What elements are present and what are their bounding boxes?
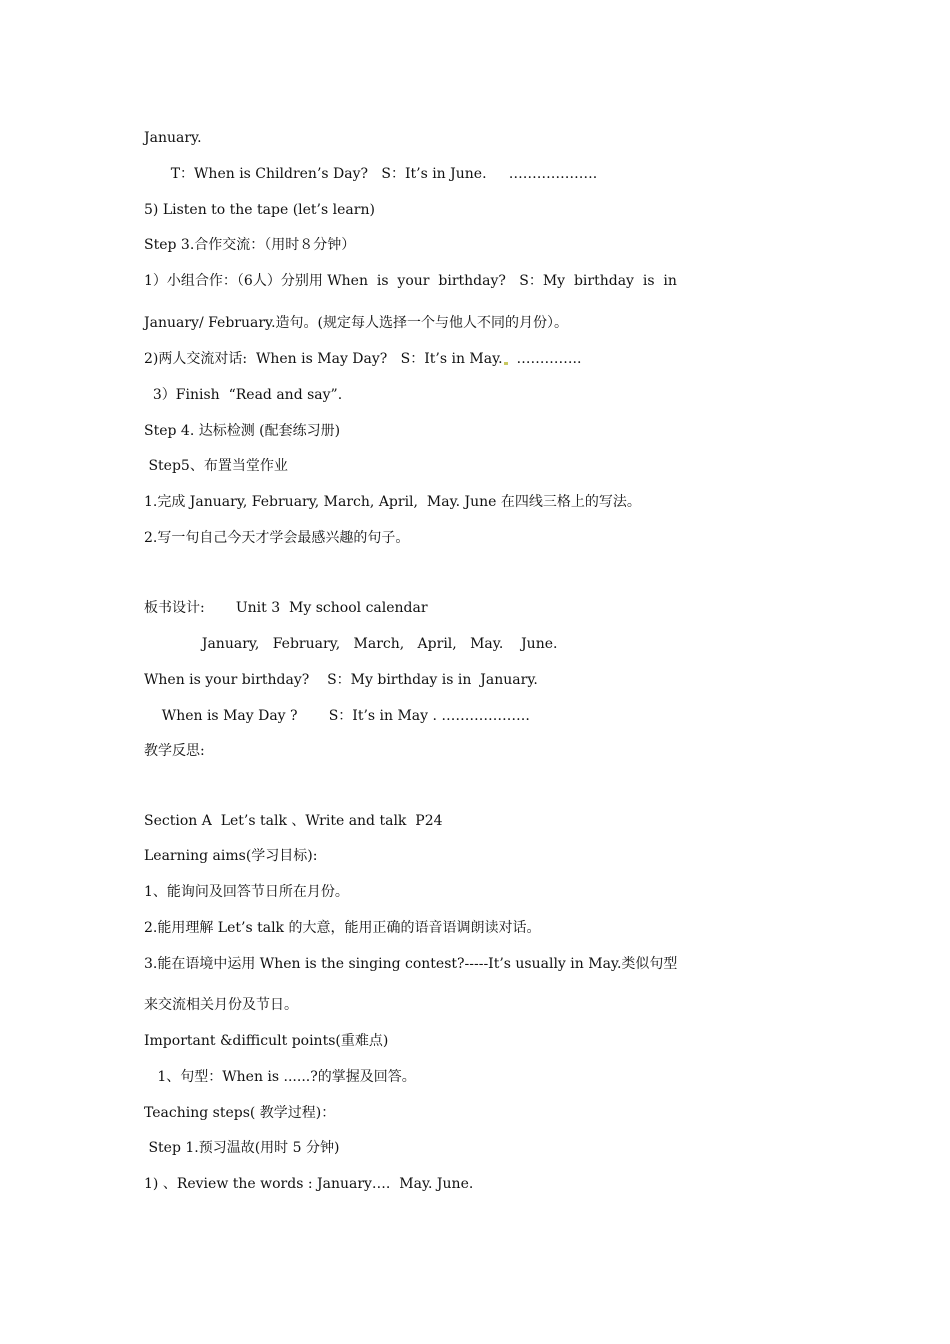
step-4-heading: Step 4. 达标检测 (配套练习册) bbox=[144, 423, 341, 439]
learning-aims-heading: Learning aims(学习目标): bbox=[144, 848, 318, 864]
board-birthday-dialogue: When is your birthday? S：My birthday is in January. bbox=[144, 672, 538, 688]
group-work-instruction: 1）小组合作：（6人）分别用 When is your birthday? S：My birthday is in bbox=[144, 273, 677, 289]
text-line-january: January. bbox=[144, 130, 202, 146]
learning-aim-3-cont: 来交流相关月份及节日。 bbox=[144, 997, 298, 1013]
review-words: 1) 、Review the words : January…. May. June. bbox=[144, 1176, 474, 1192]
board-months: January, February, March, April, May. June. bbox=[144, 636, 558, 652]
step-5-heading: Step5、布置当堂作业 bbox=[144, 458, 288, 474]
listen-to-tape: 5) Listen to the tape (let’s learn) bbox=[144, 202, 375, 218]
finish-read-and-say: 3）Finish “Read and say”. bbox=[144, 387, 343, 403]
pair-dialogue-dots: ………….. bbox=[507, 351, 582, 367]
pair-dialogue bbox=[144, 349, 581, 369]
key-point-1: 1、句型：When is ......?的掌握及回答。 bbox=[144, 1069, 416, 1085]
board-mayday-dialogue: When is May Day ? S：It’s in May . ………………. bbox=[144, 708, 530, 724]
homework-item-2: 2.写一句自己今天才学会最感兴趣的句子。 bbox=[144, 530, 410, 546]
homework-item-1: 1.完成 January, February, March, April, May. June 在四线三格上的写法。 bbox=[144, 494, 641, 510]
dialogue-childrens-day: T：When is Children’s Day? S：It’s in June. ………………. bbox=[144, 166, 598, 182]
step-3-heading: Step 3.合作交流：（用时８分钟） bbox=[144, 237, 356, 253]
step-1-heading: Step 1.预习温故(用时 5 分钟) bbox=[144, 1140, 340, 1156]
learning-aim-2: 2.能用理解 Let’s talk 的大意，能用正确的语音语调朗读对话。 bbox=[144, 920, 541, 936]
teaching-steps-heading: Teaching steps( 教学过程)： bbox=[144, 1105, 336, 1121]
board-design-heading: 板书设计: Unit 3 My school calendar bbox=[144, 600, 428, 616]
learning-aim-3: 3.能在语境中运用 When is the singing contest?-----It’s usually in May.类似句型 bbox=[144, 956, 678, 972]
group-work-instruction-cont: January/ February.造句。(规定每人选择一个与他人不同的月份）。 bbox=[144, 315, 569, 331]
key-points-heading: Important &difficult points(重难点) bbox=[144, 1033, 389, 1049]
learning-aim-1: 1、能询问及回答节日所在月份。 bbox=[144, 884, 349, 900]
teaching-reflection: 教学反思: bbox=[144, 743, 205, 759]
pair-dialogue-text: 2)两人交流对话: When is May Day? S：It’s in May. bbox=[144, 351, 503, 367]
section-a-heading: Section A Let’s talk 、Write and talk P24 bbox=[144, 813, 443, 829]
